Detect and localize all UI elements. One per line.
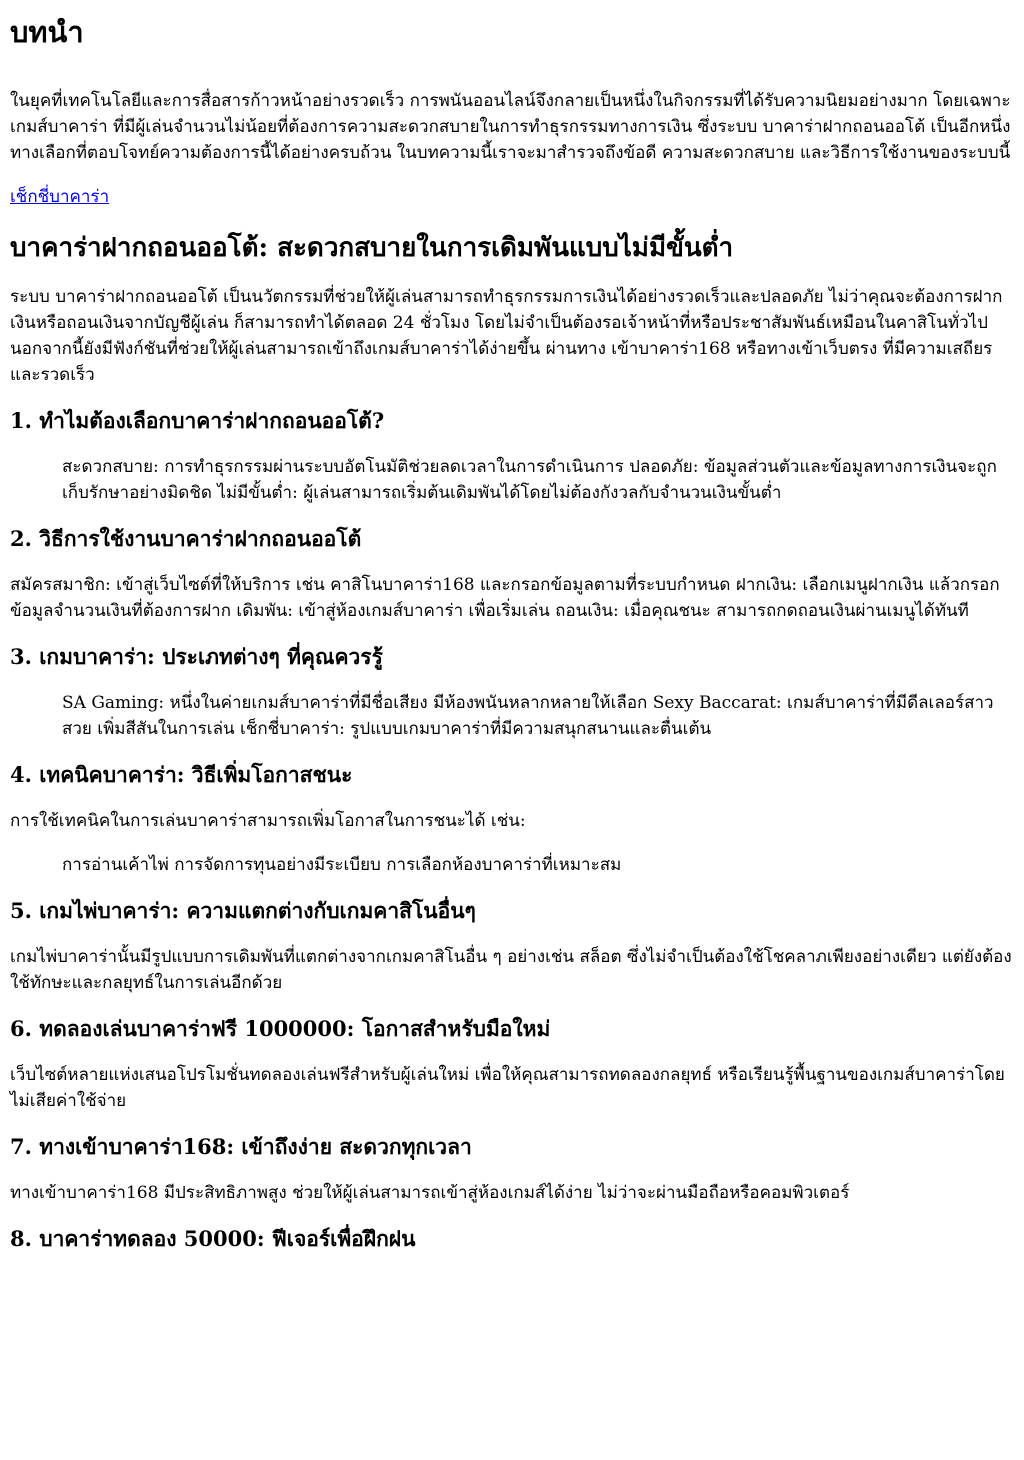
section-4-quote: การอ่านเค้าไพ่ การจัดการทุนอย่างมีระเบียบ การเลือกห้องบาคาร่าที่เหมาะสม xyxy=(62,855,622,875)
section-5-body: เกมไพ่บาคาร่านั้นมีรูปแบบการเดิมพันที่แตกต่างจากเกมคาสิโนอื่น ๆ อย่างเช่น สล็อต ซึ่งไม่จำเป็นต้องใช้โชคลาภเพียงอย่างเดียว แต่ยังต้องใช้ทักษะและกลยุทธ์ในการเล่นอีกด้วย xyxy=(10,947,1012,993)
page-title: บทนำ xyxy=(10,15,84,49)
section-1-heading: 1. ทำไมต้องเลือกบาคาร่าฝากถอนออโต้? xyxy=(10,408,385,433)
sexy-baccarat-link[interactable]: เช็กชี่บาคาร่า xyxy=(10,187,110,207)
section-1-quote: สะดวกสบาย: การทำธุรกรรมผ่านระบบอัตโนมัติช่วยลดเวลาในการดำเนินการ ปลอดภัย: ข้อมูลส่วนตัวและข้อมูลทางการเงินจะถูกเก็บรักษาอย่างมิดชิด ไม่มีขั้นต่ำ: ผู้เล่นสามารถเริ่มต้นเดิมพันได้โดยไม่ต้องกังวลกับจำนวนเงินขั้นต่ำ xyxy=(62,457,997,503)
section-4-body: การใช้เทคนิคในการเล่นบาคาร่าสามารถเพิ่มโอกาสในการชนะได้ เช่น: xyxy=(10,811,526,831)
section-7-heading: 7. ทางเข้าบาคาร่า168: เข้าถึงง่าย สะดวกทุกเวลา xyxy=(10,1134,472,1159)
section-5-heading: 5. เกมไพ่บาคาร่า: ความแตกต่างกับเกมคาสิโนอื่นๆ xyxy=(10,898,476,923)
section-2-body: สมัครสมาชิก: เข้าสู่เว็บไซต์ที่ให้บริการ เช่น คาสิโนบาคาร่า168 และกรอกข้อมูลตามที่ระบบกำหนด ฝากเงิน: เลือกเมนูฝากเงิน แล้วกรอกข้อมูลจำนวนเงินที่ต้องการฝาก เดิมพัน: เข้าสู่ห้องเกมส์บาคาร่า เพื่อเริ่มเล่น ถอนเงิน: เมื่อคุณชนะ สามารถกดถอนเงินผ่านเมนูได้ทันที xyxy=(10,575,1000,621)
section-7-body: ทางเข้าบาคาร่า168 มีประสิทธิภาพสูง ช่วยให้ผู้เล่นสามารถเข้าสู่ห้องเกมส์ได้ง่าย ไม่ว่าจะผ่านมือถือหรือคอมพิวเตอร์ xyxy=(10,1183,850,1203)
section-6-body: เว็บไซต์หลายแห่งเสนอโปรโมชั่นทดลองเล่นฟรีสำหรับผู้เล่นใหม่ เพื่อให้คุณสามารถทดลองกลยุทธ์ หรือเรียนรู้พื้นฐานของเกมส์บาคาร่าโดยไม่เสียค่าใช้จ่าย xyxy=(10,1065,1005,1111)
section-3-heading: 3. เกมบาคาร่า: ประเภทต่างๆ ที่คุณควรรู้ xyxy=(10,644,383,669)
article xyxy=(0,14,1024,1254)
intro-paragraph: ในยุคที่เทคโนโลยีและการสื่อสารก้าวหน้าอย่างรวดเร็ว การพนันออนไลน์จึงกลายเป็นหนึ่งในกิจกรรมที่ได้รับความนิยมอย่างมาก โดยเฉพาะเกมส์บาคาร่า ที่มีผู้เล่นจำนวนไม่น้อยที่ต้องการความสะดวกสบายในการทำธุรกรรมทางการเงิน ซึ่งระบบ บาคาร่าฝากถอนออโต้ เป็นอีกหนึ่งทางเลือกที่ตอบโจทย์ความต้องการนี้ได้อย่างครบถ้วน ในบทความนี้เราจะมาสำรวจถึงข้อดี ความสะดวกสบาย และวิธีการใช้งานของระบบนี้ xyxy=(10,91,1011,163)
section-8-heading: 8. บาคาร่าทดลอง 50000: ฟีเจอร์เพื่อฝึกฝน xyxy=(10,1226,416,1251)
section-main-body: ระบบ บาคาร่าฝากถอนออโต้ เป็นนวัตกรรมที่ช่วยให้ผู้เล่นสามารถทำธุรกรรมการเงินได้อย่างรวดเร็วและปลอดภัย ไม่ว่าคุณจะต้องการฝากเงินหรือถอนเงินจากบัญชีผู้เล่น ก็สามารถทำได้ตลอด 24 ชั่วโมง โดยไม่จำเป็นต้องรอเจ้าหน้าที่หรือประชาสัมพันธ์เหมือนในคาสิโนทั่วไป นอกจากนี้ยังมีฟังก์ชันที่ช่วยให้ผู้เล่นสามารถเข้าถึงเกมส์บาคาร่าได้ง่ายขึ้น ผ่านทาง เข้าบาคาร่า168 หรือทางเข้าเว็บตรง ที่มีความเสถียรและรวดเร็ว xyxy=(10,287,1003,385)
section-4-heading: 4. เทคนิคบาคาร่า: วิธีเพิ่มโอกาสชนะ xyxy=(10,762,353,787)
link-paragraph xyxy=(10,184,1014,210)
section-2-heading: 2. วิธีการใช้งานบาคาร่าฝากถอนออโต้ xyxy=(10,526,362,551)
section-main-heading: บาคาร่าฝากถอนออโต้: สะดวกสบายในการเดิมพันแบบไม่มีขั้นต่ำ xyxy=(10,233,734,263)
section-6-heading: 6. ทดลองเล่นบาคาร่าฟรี 1000000: โอกาสสำหรับมือใหม่ xyxy=(10,1016,551,1041)
section-3-quote: SA Gaming: หนึ่งในค่ายเกมส์บาคาร่าที่มีชื่อเสียง มีห้องพนันหลากหลายให้เลือก Sexy Baccarat: เกมส์บาคาร่าที่มีดีลเลอร์สาวสวย เพิ่มสีสันในการเล่น เช็กชี่บาคาร่า: รูปแบบเกมบาคาร่าที่มีความสนุกสนานและตื่นเต้น xyxy=(62,693,994,739)
